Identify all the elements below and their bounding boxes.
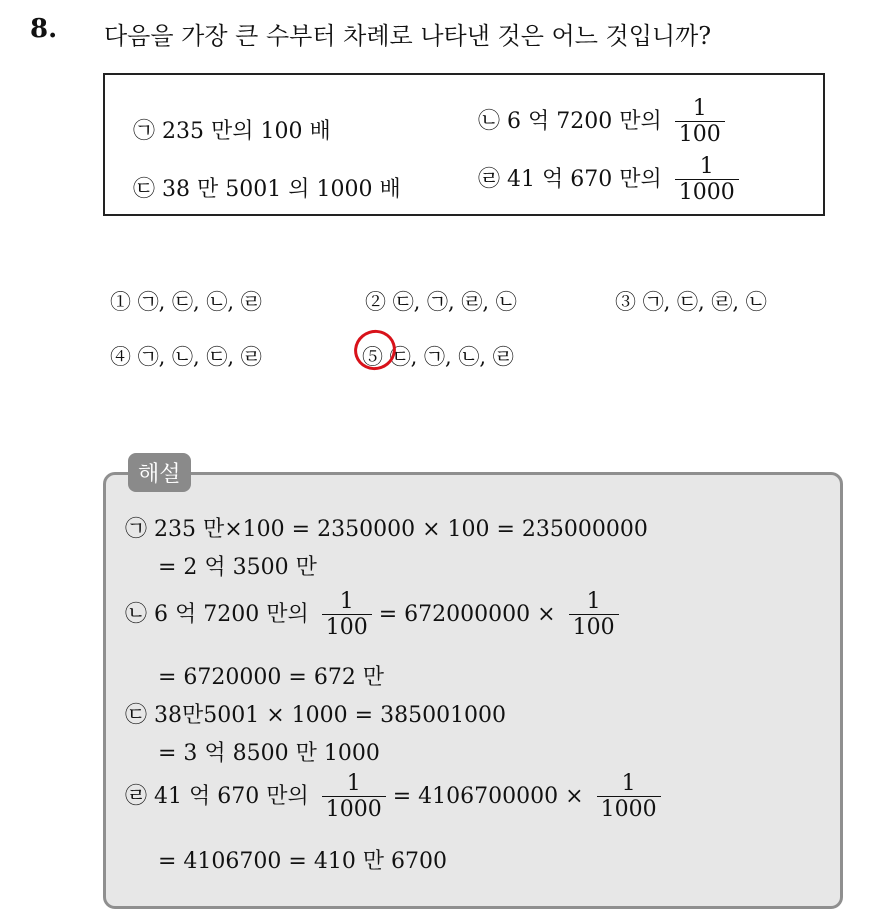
condition-text: 38 만 5001 의 1000 배 bbox=[162, 177, 401, 202]
line-text: = 6720000 = 672 만 bbox=[158, 665, 385, 690]
condition-mark: ㉡ bbox=[478, 109, 501, 135]
explanation-line-8 bbox=[158, 844, 447, 875]
choice-number: ② bbox=[365, 290, 386, 314]
choice-number: ① bbox=[110, 290, 131, 314]
choice-number: ⑤ bbox=[362, 345, 383, 369]
explanation-line-1 bbox=[125, 512, 648, 543]
line-mark: ㉢ bbox=[125, 703, 148, 728]
fraction-denominator: 100 bbox=[322, 614, 372, 640]
fraction-denominator: 1000 bbox=[322, 796, 386, 822]
fraction bbox=[597, 772, 661, 822]
fraction-numerator: 1 bbox=[586, 589, 601, 614]
line-text: 41 억 670 만의 bbox=[154, 784, 309, 810]
fraction bbox=[675, 155, 739, 205]
line-text: 235 만×100 = 2350000 × 100 = 235000000 bbox=[154, 517, 648, 542]
fraction-numerator: 1 bbox=[346, 771, 361, 796]
fraction-numerator: 1 bbox=[699, 154, 714, 179]
fraction-denominator: 1000 bbox=[597, 796, 661, 822]
fraction-denominator: 1000 bbox=[675, 179, 739, 205]
choice-4[interactable] bbox=[110, 341, 262, 371]
explanation-line-7 bbox=[125, 772, 661, 822]
explanation-line-2 bbox=[158, 550, 317, 581]
explanation-line-5 bbox=[125, 698, 506, 729]
choice-text: ㉠, ㉡, ㉢, ㉣ bbox=[137, 345, 262, 369]
explanation-line-4 bbox=[158, 660, 384, 691]
explanation-tag: 해설 bbox=[128, 453, 191, 492]
line-mark: ㉣ bbox=[125, 784, 148, 810]
fraction-numerator: 1 bbox=[621, 771, 636, 796]
fraction-denominator: 100 bbox=[569, 614, 619, 640]
fraction bbox=[322, 772, 386, 822]
choice-1[interactable] bbox=[110, 286, 262, 316]
choice-number: ④ bbox=[110, 345, 131, 369]
condition-1 bbox=[133, 114, 331, 145]
fraction bbox=[322, 590, 372, 640]
condition-text: 41 억 670 만의 bbox=[507, 167, 662, 193]
line-text: = 3 억 8500 만 1000 bbox=[158, 741, 380, 766]
choice-text: ㉠, ㉢, ㉣, ㉡ bbox=[642, 290, 767, 314]
line-mid: = 4106700000 × bbox=[392, 784, 584, 810]
condition-4 bbox=[478, 155, 739, 205]
choice-number: ③ bbox=[615, 290, 636, 314]
condition-2 bbox=[478, 97, 725, 147]
condition-3 bbox=[133, 172, 401, 203]
choice-text: ㉢, ㉠, ㉡, ㉣ bbox=[389, 345, 514, 369]
choice-2[interactable] bbox=[365, 286, 517, 316]
choice-text: ㉠, ㉢, ㉡, ㉣ bbox=[137, 290, 262, 314]
fraction bbox=[569, 590, 619, 640]
choice-text: ㉢, ㉠, ㉣, ㉡ bbox=[392, 290, 517, 314]
fraction bbox=[675, 97, 725, 147]
condition-mark: ㉠ bbox=[133, 119, 156, 144]
explanation-line-3 bbox=[125, 590, 619, 640]
explanation-line-6 bbox=[158, 736, 380, 767]
condition-mark: ㉢ bbox=[133, 177, 156, 202]
line-text: 38만5001 × 1000 = 385001000 bbox=[154, 703, 507, 728]
line-mark: ㉡ bbox=[125, 602, 148, 628]
fraction-numerator: 1 bbox=[692, 96, 707, 121]
choice-3[interactable] bbox=[615, 286, 767, 316]
question-number: 8. bbox=[30, 14, 58, 44]
line-text: = 2 억 3500 만 bbox=[158, 555, 317, 580]
condition-mark: ㉣ bbox=[478, 167, 501, 193]
line-mark: ㉠ bbox=[125, 517, 148, 542]
condition-text: 6 억 7200 만의 bbox=[507, 109, 662, 135]
fraction-numerator: 1 bbox=[339, 589, 354, 614]
line-mid: = 672000000 × bbox=[378, 602, 556, 628]
question-text: 다음을 가장 큰 수부터 차례로 나타낸 것은 어느 것입니까? bbox=[104, 22, 712, 50]
line-text: 6 억 7200 만의 bbox=[154, 602, 309, 628]
fraction-denominator: 100 bbox=[675, 121, 725, 147]
condition-text: 235 만의 100 배 bbox=[162, 119, 331, 144]
line-text: = 4106700 = 410 만 6700 bbox=[158, 849, 448, 874]
